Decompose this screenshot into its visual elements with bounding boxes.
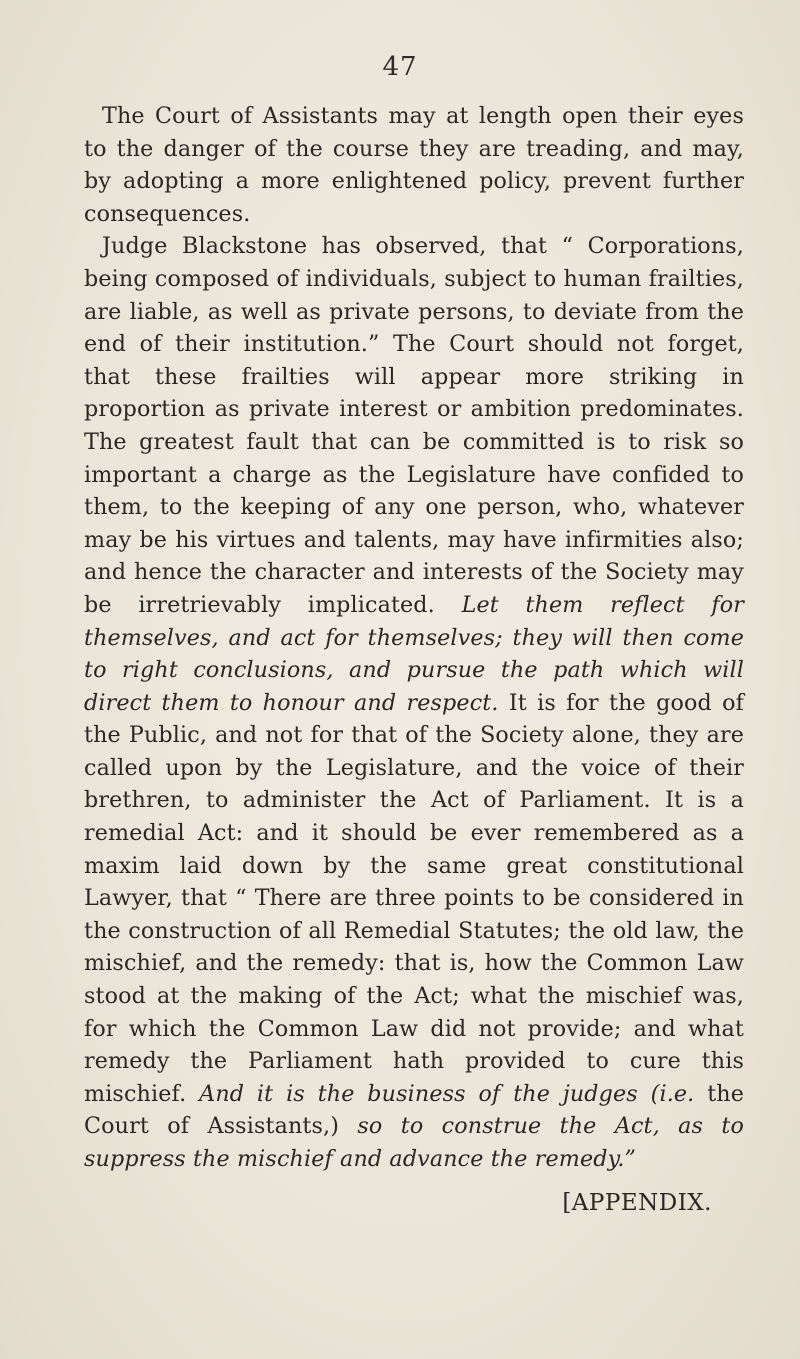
- paragraph-2-italic-judges: And it is the business of the judges (i.e.: [199, 1080, 695, 1107]
- paragraph-2-italic-reflect: Let them reflect for themselves, and act for themselves; they will then come to right conclusions, and pursue the path which will direct them to honour and respect.: [84, 591, 745, 716]
- page-body-text: [84, 100, 744, 1176]
- paragraph-judge-blackstone: [84, 230, 744, 1175]
- paragraph-2-italic-construe: so to construe the Act, as to suppress the mischief and advance the remedy.”: [84, 1113, 744, 1172]
- paragraph-1-text: The Court of Assistants may at length open their eyes to the danger of the course they are treading, and may, by adopting a more enlightened policy, prevent further consequences.: [84, 103, 744, 227]
- paragraph-2-text-c: It is for the good of the Public, and not for that of the Society alone, they are called upon by the Legislature, and the voice of their brethren, to administer the Act of Parliament. It is a remedial Act: and it should be ever remembered as a maxim laid down by the same great constitutional Lawyer, that “ There are three points to be considered in the construction of all Remedial Statutes; the old law, the mischief, and the remedy: that is, how the Common Law stood at the making of the Act; what the mischief was, for which the Common Law did not provide; and what remedy the Parliament hath provided to cure this mischief.: [84, 689, 744, 1107]
- paragraph-court-of-assistants: [84, 100, 744, 230]
- paragraph-2-text-a: Judge Blackstone has observed, that “ Corporations, being composed of individuals, subject to human frailties, are liable, as well as private persons, to deviate from the end of their institution.” The Court should not forget, that these frailties will appear more striking in proportion as private interest or ambition predominates. The greatest fault that can be committed is to risk so important a charge as the Legislature have confided to them, to the keeping of any one person, who, whatever may be his virtues and talents, may have infirmities also; and hence the character and interests of the Society may be irretrievably implicated.: [84, 233, 744, 618]
- paragraph-2-text-e: the Court of Assistants,): [84, 1080, 745, 1140]
- catchword-appendix: [APPENDIX.: [562, 1190, 712, 1216]
- page-number: 47: [382, 52, 418, 82]
